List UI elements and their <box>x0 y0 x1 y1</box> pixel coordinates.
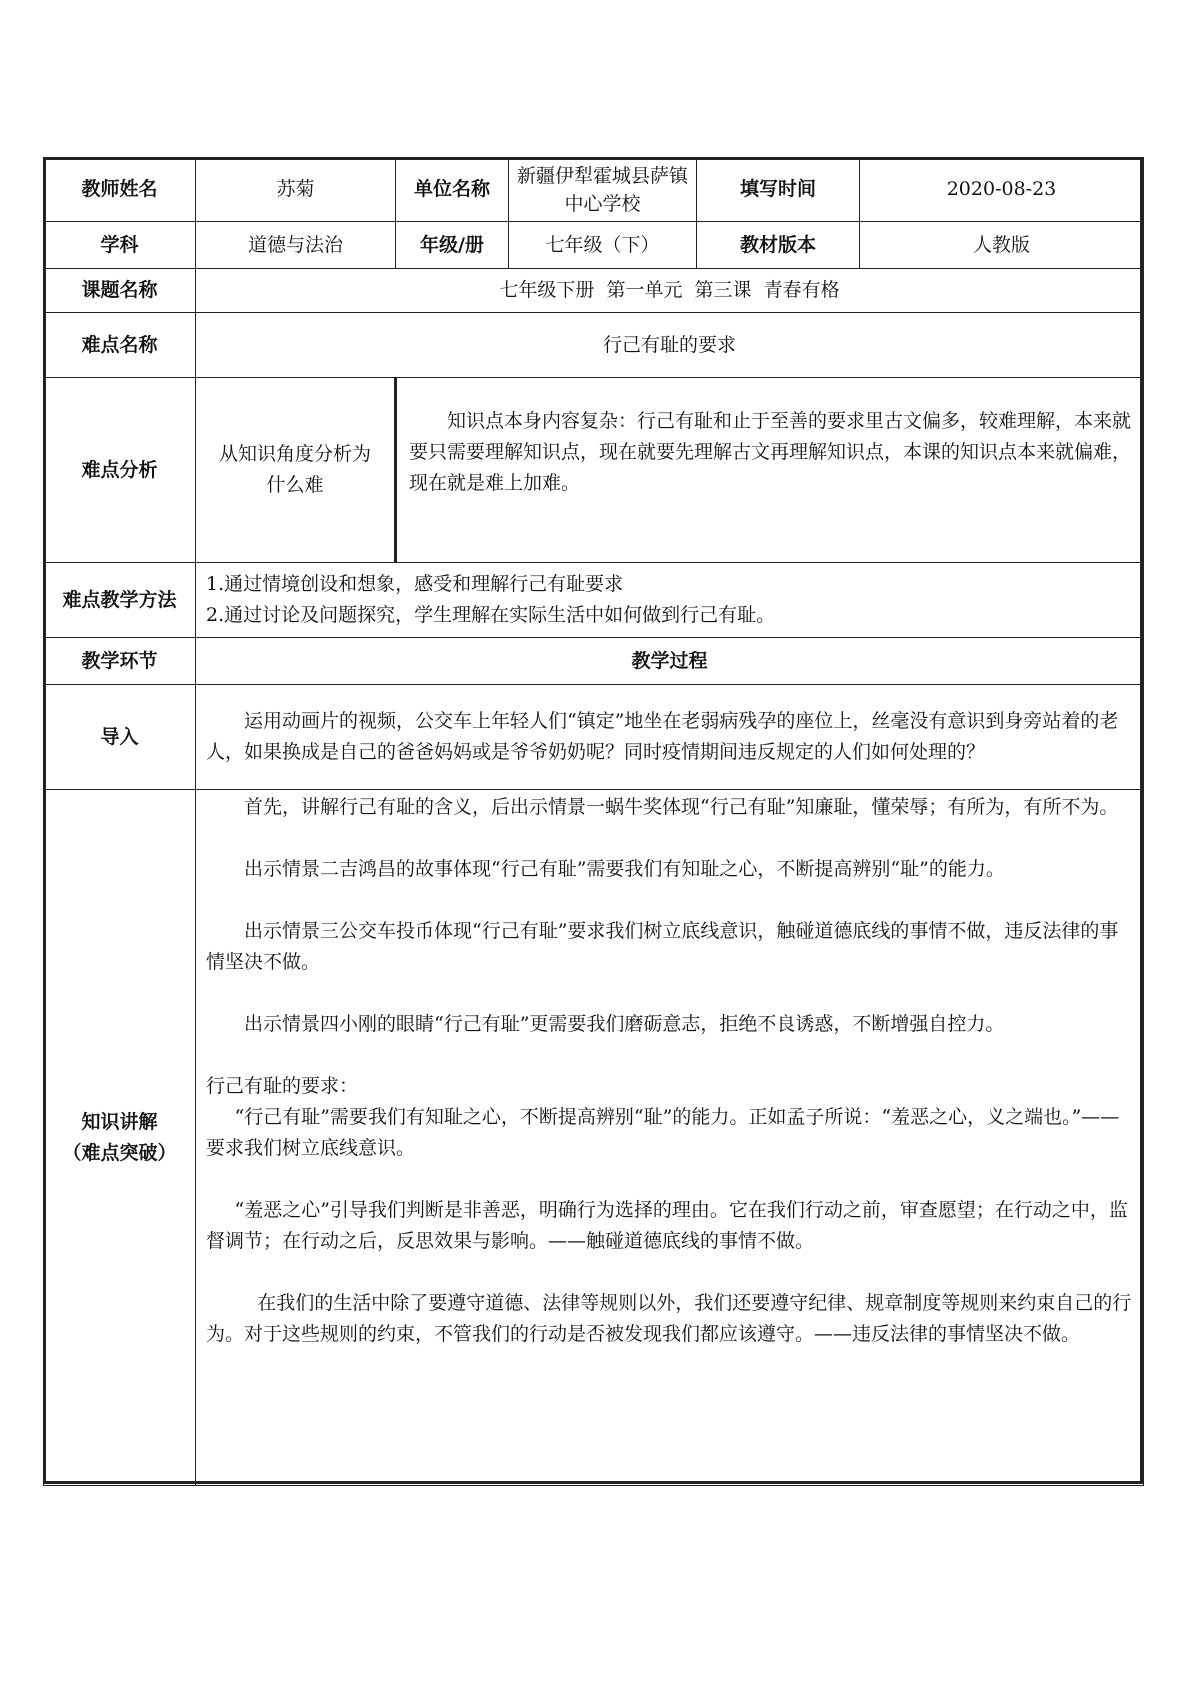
fill-date-value: 2020-08-23 <box>860 158 1144 222</box>
process-header-value: 教学过程 <box>196 638 1144 685</box>
method-item: 2.通过讨论及问题探究，学生理解在实际生活中如何做到行己有耻。 <box>206 604 776 626</box>
unit-name-value: 新疆伊犁霍城县萨镇中心学校 <box>509 158 697 222</box>
subject-value: 道德与法治 <box>196 222 396 269</box>
table-outer-border <box>43 157 1143 1484</box>
knowledge-paragraph: 在我们的生活中除了要遵守道德、法律等规则以外，我们还要遵守纪律、规章制度等规则来约束自己的行为。对于这些规则的约束，不管我们的行动是否被发现我们都应该遵守。——违反法律的事情坚决不做。 <box>206 1292 1132 1345</box>
knowledge-paragraph: 出示情景三公交车投币体现“行己有耻”要求我们树立底线意识，触碰道德底线的事情不做，违反法律的事情坚决不做。 <box>206 920 1119 973</box>
topic-value: 七年级下册 第一单元 第三课 青春有格 <box>196 269 1144 313</box>
knowledge-paragraph: 首先，讲解行己有耻的含义，后出示情景一蜗牛奖体现“行己有耻”知廉耻，懂荣辱；有所为，有所不为。 <box>244 796 1119 818</box>
edition-label: 教材版本 <box>697 222 860 269</box>
grade-value: 七年级（下） <box>509 222 697 269</box>
subject-label: 学科 <box>44 222 196 269</box>
knowledge-paragraph: 出示情景四小刚的眼睛“行己有耻”更需要我们磨砺意志，拒绝不良诱惑，不断增强自控力。 <box>244 1013 1005 1035</box>
knowledge-paragraph: 出示情景二吉鸿昌的故事体现“行己有耻”需要我们有知耻之心，不断提高辨别“耻”的能力。 <box>244 858 1005 880</box>
method-label: 难点教学方法 <box>44 563 196 638</box>
analysis-sub-label: 从知识角度分析为什么难 <box>196 378 396 563</box>
teacher-name-label: 教师姓名 <box>44 158 196 222</box>
knowledge-requirements-title: 行己有耻的要求： <box>206 1075 359 1097</box>
knowledge-paragraph: “羞恶之心”引导我们判断是非善恶，明确行为选择的理由。它在我们行动之前，审查愿望；在行动之中，监督调节；在行动之后，反思效果与影响。——触碰道德底线的事情不做。 <box>206 1199 1128 1252</box>
intro-text: 运用动画片的视频，公交车上年轻人们“镇定”地坐在老弱病残孕的座位上，丝毫没有意识到身旁站着的老人，如果换成是自己的爸爸妈妈或是爷爷奶奶呢？同时疫情期间违反规定的人们如何处理的？ <box>206 710 1119 763</box>
method-item: 1.通过情境创设和想象，感受和理解行己有耻要求 <box>206 573 624 595</box>
process-stage-label: 教学环节 <box>44 638 196 685</box>
knowledge-paragraph: “行己有耻”需要我们有知耻之心，不断提高辨别“耻”的能力。正如孟子所说：“羞恶之心，义之端也。”——要求我们树立底线意识。 <box>206 1106 1120 1159</box>
knowledge-label-line1: 知识讲解 <box>81 1110 158 1133</box>
grade-label: 年级/册 <box>396 222 509 269</box>
unit-name-label: 单位名称 <box>396 158 509 222</box>
fill-date-label: 填写时间 <box>697 158 860 222</box>
knowledge-label-line2: （难点突破） <box>62 1141 177 1164</box>
topic-label: 课题名称 <box>44 269 196 313</box>
edition-value: 人教版 <box>860 222 1144 269</box>
difficulty-label: 难点名称 <box>44 313 196 378</box>
analysis-text: 知识点本身内容复杂：行己有耻和止于至善的要求里古文偏多，较难理解，本来就要只需要理解知识点，现在就要先理解古文再理解知识点，本课的知识点本来就偏难，现在就是难上加难。 <box>409 410 1132 494</box>
difficulty-value: 行己有耻的要求 <box>196 313 1144 378</box>
teacher-name-value: 苏菊 <box>196 158 396 222</box>
intro-label: 导入 <box>44 685 196 790</box>
analysis-label: 难点分析 <box>44 378 196 563</box>
